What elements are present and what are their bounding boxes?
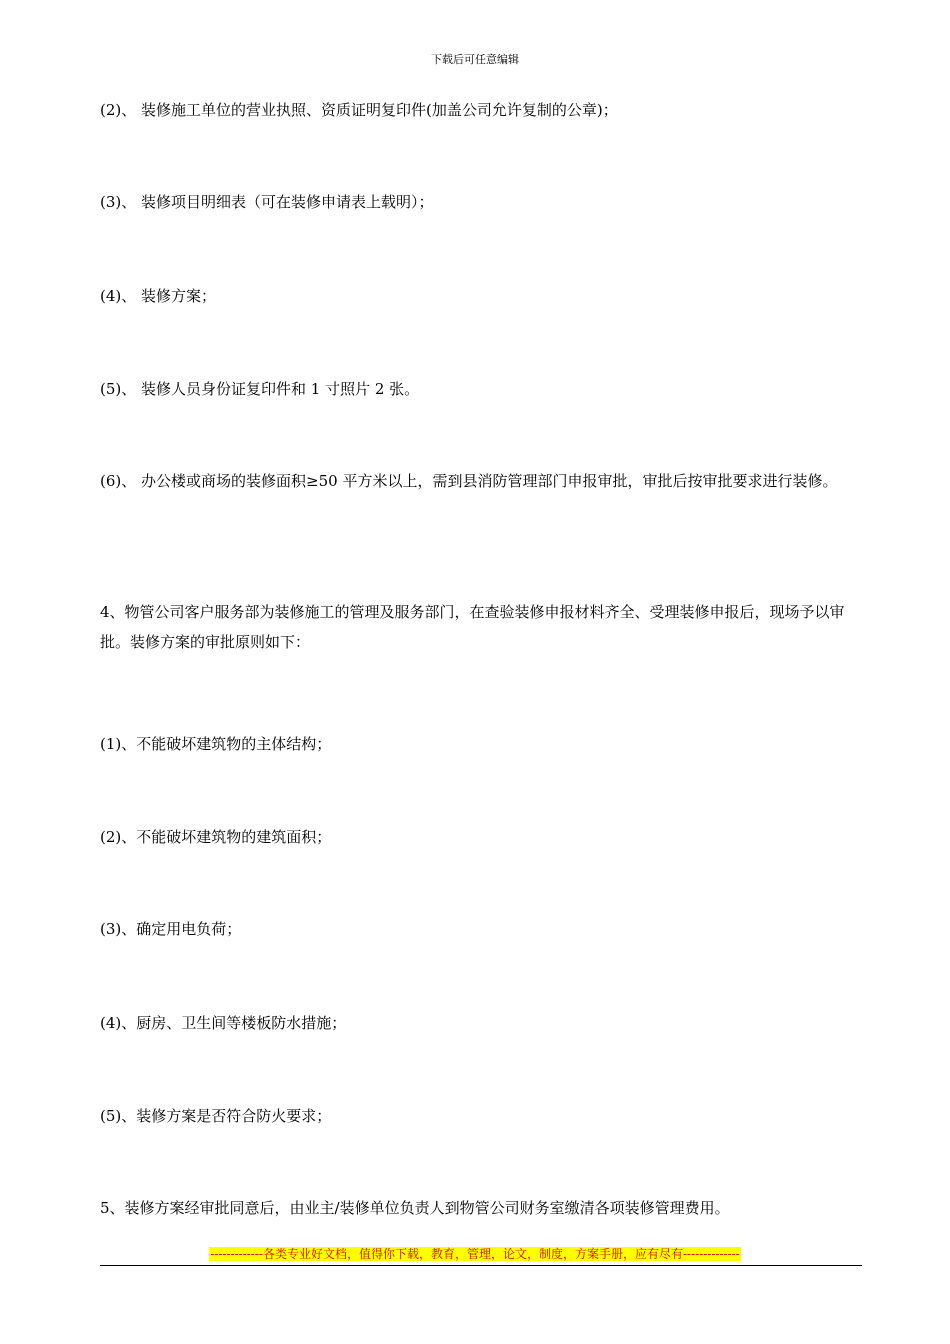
page-header: 下载后可任意编辑	[431, 53, 519, 66]
footer-divider	[100, 1265, 862, 1266]
section-5-paragraph: 5、装修方案经审批同意后，由业主/装修单位负责人到物管公司财务室缴清各项装修管理费用。	[100, 1199, 730, 1217]
principle-item-2: (2)、不能破坏建筑物的建筑面积；	[100, 828, 332, 846]
principle-item-3: (3)、确定用电负荷；	[100, 920, 242, 938]
list-item-2: (2)、 装修施工单位的营业执照、资质证明复印件(加盖公司允许复制的公章)；	[100, 101, 618, 119]
footer-banner-text: -------------各类专业好文档，值得你下载，教育，管理，论文，制度，方案手册，应有尽有--------------	[210, 1247, 740, 1261]
list-item-3: (3)、 装修项目明细表（可在装修申请表上载明）；	[100, 193, 434, 211]
principle-item-5: (5)、装修方案是否符合防火要求；	[100, 1107, 332, 1125]
list-item-5: (5)、 装修人员身份证复印件和 1 寸照片 2 张。	[100, 380, 420, 398]
principle-item-4: (4)、厨房、卫生间等楼板防水措施；	[100, 1014, 347, 1032]
list-item-4: (4)、 装修方案；	[100, 287, 217, 305]
page-footer	[0, 1246, 950, 1262]
principle-item-1: (1)、不能破坏建筑物的主体结构；	[100, 735, 332, 753]
list-item-6: (6)、 办公楼或商场的装修面积≥50 平方米以上，需到县消防管理部门申报审批，审批后按审批要求进行装修。	[100, 472, 838, 490]
section-4-paragraph: 4、物管公司客户服务部为装修施工的管理及服务部门，在查验装修申报材料齐全、受理装修申报后，现场予以审批。装修方案的审批原则如下：	[100, 603, 845, 651]
